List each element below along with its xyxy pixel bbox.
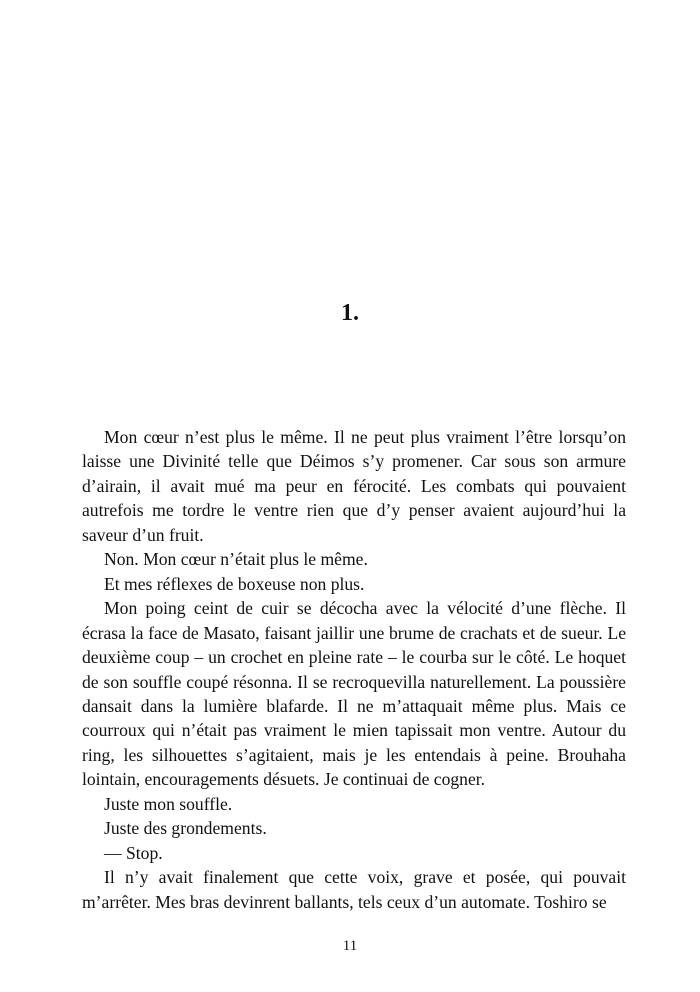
paragraph: Mon poing ceint de cuir se décocha avec la vélocité d’une flèche. Il écrasa la face de Masato, faisant jaillir une brume de crachats et de sueur. Le deuxième coup – un crochet en pleine rate – le courba sur le côté. Le hoquet de son souffle coupé résonna. Il se recroquevilla naturellement. La poussière dansait dans la lumière blafarde. Il ne m’attaquait même plus. Mais ce courroux qui n’était pas vraiment le mien tapissait mon ventre. Autour du ring, les silhouettes s’agitaient, mais je les entendais à peine. Brouhaha lointain, encouragements désuets. Je continuai de cogner. <box>82 598 626 790</box>
paragraph: Non. Mon cœur n’était plus le même. <box>104 549 368 570</box>
paragraph: Et mes réflexes de boxeuse non plus. <box>104 573 365 594</box>
chapter-heading: 1. <box>341 300 359 326</box>
page-number: 11 <box>342 938 358 954</box>
paragraph: Juste des grondements. <box>104 818 267 839</box>
dialogue-line: — Stop. <box>104 842 163 863</box>
paragraph: Juste mon souffle. <box>104 793 233 814</box>
paragraph: Mon cœur n’est plus le même. Il ne peut plus vraiment l’être lorsqu’on laisse une Divinité telle que Déimos s’y promener. Car sous son armure d’airain, il avait mué ma peur en férocité. Les combats qui pouvaient autrefois me tordre le ventre rien que d’y penser avaient aujourd’hui la saveur d’un fruit. <box>82 427 626 545</box>
body-text <box>82 425 626 914</box>
paragraph: Il n’y avait finalement que cette voix, grave et posée, qui pouvait m’arrêter. Mes bras devinrent ballants, tels ceux d’un automate. Toshiro se <box>82 867 626 912</box>
